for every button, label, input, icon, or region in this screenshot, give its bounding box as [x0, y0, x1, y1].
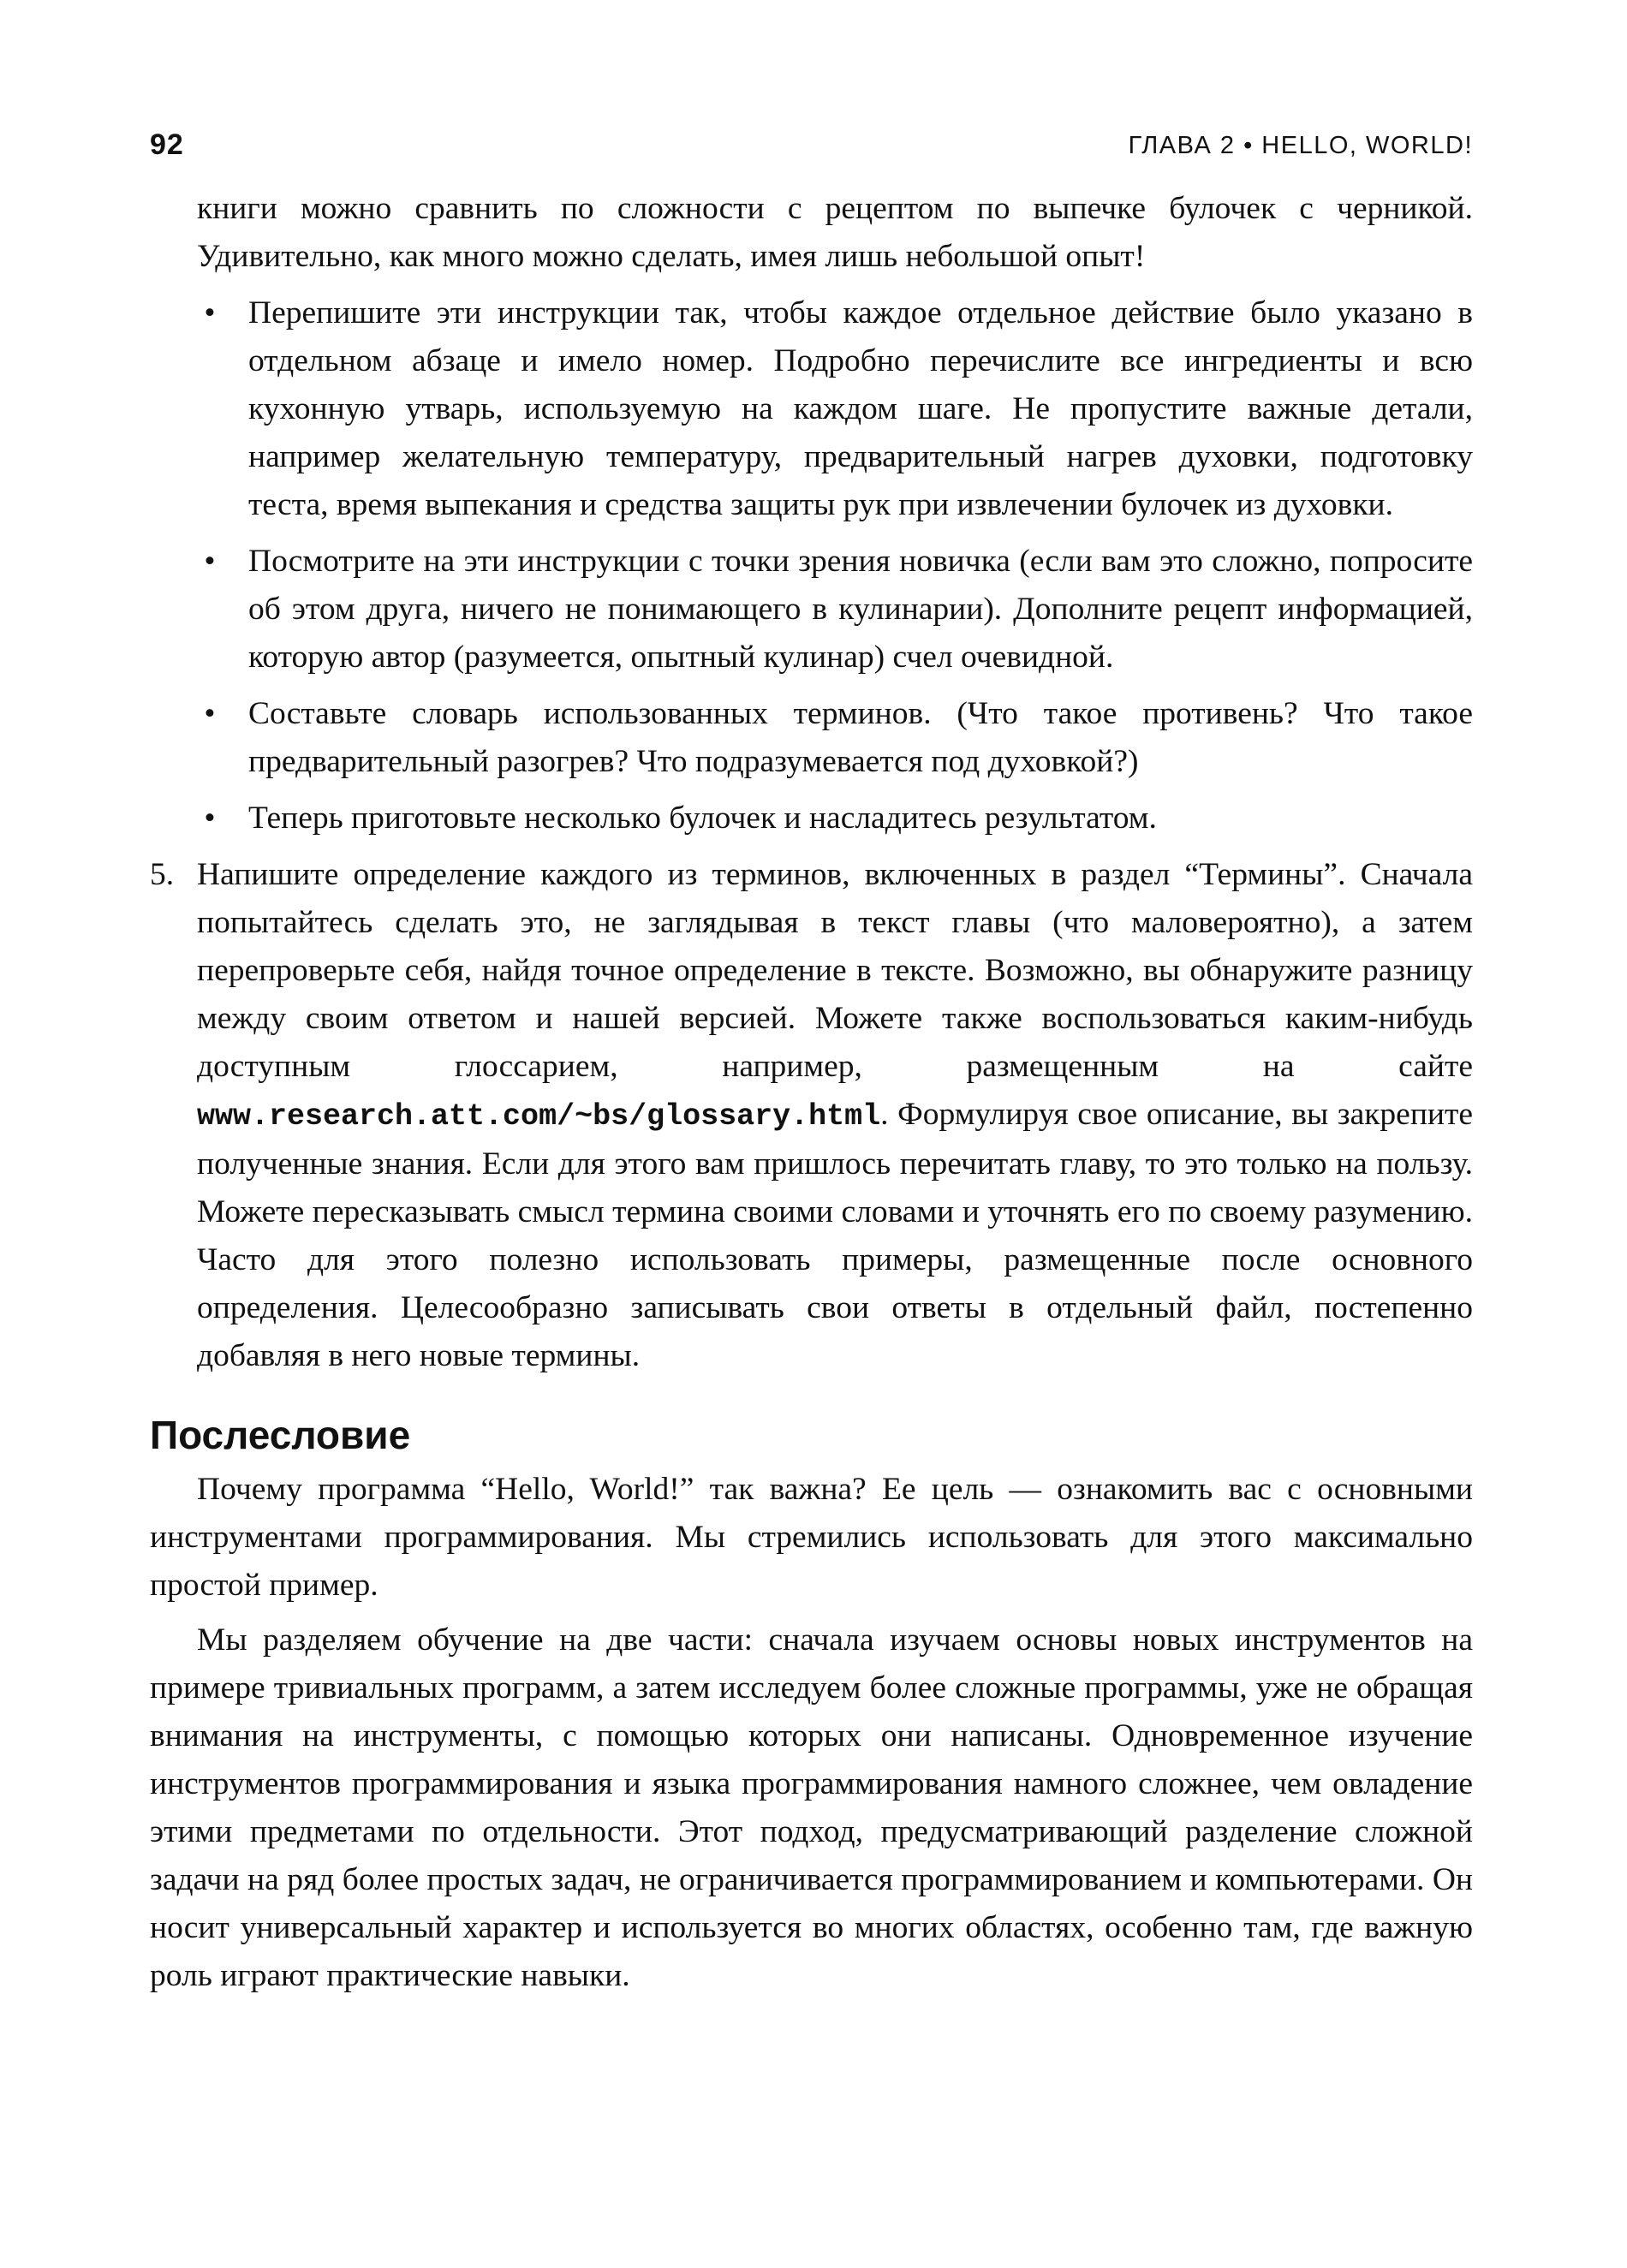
bullet-icon: • [204, 801, 216, 836]
bullet-icon: • [204, 696, 216, 731]
item-number: 5. [150, 857, 175, 892]
body-text [150, 180, 1473, 2000]
list-item [204, 690, 1473, 786]
running-header [150, 128, 1473, 180]
page-number: 92 [150, 128, 184, 161]
item-text-start: Напишите определение каждого из терминов, включенных в раздел “Термины”. Сначала попытайтесь сделать это, не заглядывая в текст главы (что маловероятно), а затем перепроверьте себя, найдя точное определение в тексте. Возможно, вы обнаружите разницу между своим ответом и нашей версией. Можете также воспользоваться каким-нибудь доступным глоссарием, например, размещенным на сайте [197, 857, 1473, 1084]
bullet-icon: • [204, 544, 216, 579]
list-item [204, 538, 1473, 682]
chapter-title: ГЛАВА 2 • HELLO, WORLD! [1128, 132, 1473, 159]
bullet-list [150, 289, 1473, 842]
bullet-icon: • [204, 295, 216, 330]
section-heading: Послесловие [150, 1413, 411, 1457]
list-item-text: Составьте словарь использованных терминов. (Что такое противень? Что такое предварительный разогрев? Что подразумевается под духовкой?) [248, 696, 1473, 779]
list-item-text: Теперь приготовьте несколько булочек и насладитесь результатом. [248, 801, 1157, 836]
afterword-paragraph: Мы разделяем обучение на две части: сначала изучаем основы новых инструментов на примере тривиальных программ, а затем исследуем более сложные программы, уже не обращая внимания на инструменты, с помощью которых они написаны. Одновременное изучение инструментов программирования и языка программирования намного сложнее, чем овладение этими предметами по отдельности. Этот подход, предусматривающий разделение сложной задачи на ряд более простых задач, не ограничивается программированием и компьютерами. Он носит универсальный характер и используется во многих областях, особенно там, где важную роль играют практические навыки. [150, 1622, 1473, 1993]
afterword-paragraph: Почему программа “Hello, World!” так важна? Ее цель — ознакомить вас с основными инструментами программирования. Мы стремились использовать для этого максимально простой пример. [150, 1472, 1473, 1603]
list-item-text: Перепишите эти инструкции так, чтобы каждое отдельное действие было указано в отдельном абзаце и имело номер. Подробно перечислите все ингредиенты и всю кухонную утварь, используемую на каждом шаге. Не пропустите важные детали, например желательную температуру, предварительный нагрев духовки, подготовку теста, время выпекания и средства защиты рук при извлечении булочек из духовки. [248, 295, 1473, 522]
book-page [150, 128, 1473, 2200]
numbered-item-5 [150, 851, 1473, 1380]
glossary-url: www.research.att.com/~bs/glossary.html [197, 1099, 881, 1134]
continuation-paragraph: книги можно сравнить по сложности с рецептом по выпечке булочек с черникой. Удивительно, как много можно сделать, имея лишь небольшой опыт! [197, 191, 1473, 274]
list-item [204, 795, 1473, 842]
list-item [204, 289, 1473, 529]
item-text-end: . Формулируя свое описание, вы закрепите полученные знания. Если для этого вам пришлось перечитать главу, то это только на пользу. Можете пересказывать смысл термина своими словами и уточнять его по своему разумению. Часто для этого полезно использовать примеры, размещенные после основного определения. Целесообразно записывать свои ответы в отдельный файл, постепенно добавляя в него новые термины. [197, 1097, 1473, 1373]
list-item-text: Посмотрите на эти инструкции с точки зрения новичка (если вам это сложно, попросите об этом друга, ничего не понимающего в кулинарии). Дополните рецепт информацией, которую автор (разумеется, опытный кулинар) счел очевидной. [248, 544, 1473, 675]
